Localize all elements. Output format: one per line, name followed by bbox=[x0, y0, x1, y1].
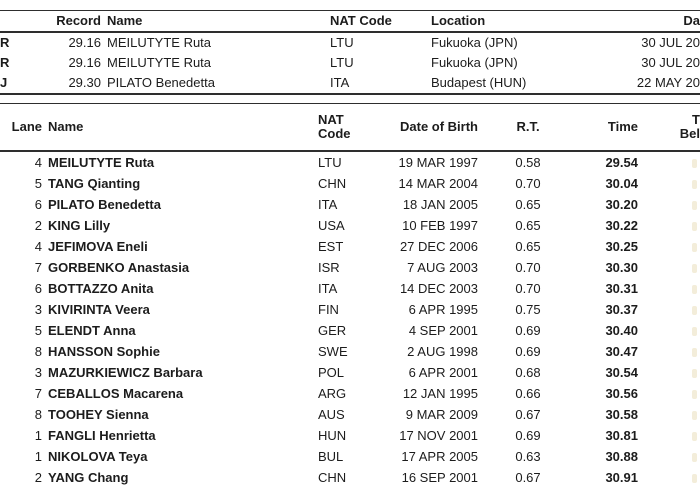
clipped-value-sliver bbox=[692, 159, 697, 168]
swimmer-name: PILATO Benedetta bbox=[48, 197, 161, 212]
date-of-birth: 4 SEP 2001 bbox=[408, 323, 478, 338]
result-row bbox=[0, 152, 700, 173]
reaction-time: 0.67 bbox=[515, 470, 541, 485]
time-behind-cell-clipped bbox=[640, 467, 700, 488]
record-row bbox=[0, 73, 700, 93]
nat-code: SWE bbox=[318, 344, 348, 359]
date-of-birth: 2 AUG 1998 bbox=[407, 344, 478, 359]
record-holder-name: MEILUTYTE Ruta bbox=[107, 55, 212, 70]
results-header-nat-code bbox=[318, 113, 397, 141]
record-type-tag-clipped: J bbox=[0, 75, 8, 90]
swimmer-name: KIVIRINTA Veera bbox=[48, 302, 150, 317]
swimmer-name: TOOHEY Sienna bbox=[48, 407, 149, 422]
nat-code: POL bbox=[318, 365, 345, 380]
clipped-value-sliver bbox=[692, 264, 697, 273]
result-row bbox=[0, 236, 700, 257]
final-time: 30.54 bbox=[605, 365, 638, 380]
record-holder-name: MEILUTYTE Ruta bbox=[107, 35, 212, 50]
results-header-row bbox=[0, 104, 700, 152]
clipped-value-sliver bbox=[692, 474, 697, 483]
record-time: 29.30 bbox=[68, 75, 101, 90]
lane-number: 5 bbox=[34, 323, 42, 338]
nat-code: ITA bbox=[318, 197, 338, 212]
nat-code: ARG bbox=[318, 386, 347, 401]
record-nat-code: LTU bbox=[330, 55, 354, 70]
date-of-birth: 10 FEB 1997 bbox=[402, 218, 478, 233]
lane-number: 7 bbox=[34, 260, 42, 275]
lane-number: 3 bbox=[34, 302, 42, 317]
results-header-behind-line1: T bbox=[692, 112, 700, 127]
reaction-time: 0.69 bbox=[515, 428, 541, 443]
nat-code: GER bbox=[318, 323, 347, 338]
nat-code: HUN bbox=[318, 428, 347, 443]
swimmer-name: CEBALLOS Macarena bbox=[48, 386, 184, 401]
result-row bbox=[0, 320, 700, 341]
records-header-record: Record bbox=[56, 13, 101, 28]
nat-code: CHN bbox=[318, 176, 347, 191]
record-time: 29.16 bbox=[68, 55, 101, 70]
lane-number: 7 bbox=[34, 386, 42, 401]
result-row bbox=[0, 257, 700, 278]
results-header-lane: Lane bbox=[11, 119, 42, 134]
records-header-location: Location bbox=[431, 13, 486, 28]
final-time: 30.56 bbox=[605, 386, 638, 401]
swimmer-name: JEFIMOVA Eneli bbox=[48, 239, 148, 254]
date-of-birth: 19 MAR 1997 bbox=[398, 155, 478, 170]
record-holder-name: PILATO Benedetta bbox=[107, 75, 215, 90]
result-row bbox=[0, 278, 700, 299]
final-time: 30.20 bbox=[605, 197, 638, 212]
reaction-time: 0.70 bbox=[515, 281, 541, 296]
swimmer-name: GORBENKO Anastasia bbox=[48, 260, 190, 275]
nat-code: USA bbox=[318, 218, 345, 233]
date-of-birth: 14 DEC 2003 bbox=[399, 281, 478, 296]
final-time: 30.04 bbox=[605, 176, 638, 191]
clipped-value-sliver bbox=[692, 453, 697, 462]
record-type-tag-clipped: R bbox=[0, 35, 10, 50]
date-of-birth: 12 JAN 1995 bbox=[402, 386, 478, 401]
nat-code: FIN bbox=[318, 302, 339, 317]
time-behind-cell-clipped bbox=[640, 236, 700, 257]
date-of-birth: 7 AUG 2003 bbox=[407, 260, 478, 275]
lane-number: 8 bbox=[34, 344, 42, 359]
result-row bbox=[0, 383, 700, 404]
record-type-tag-clipped: R bbox=[0, 55, 10, 70]
swimmer-name: HANSSON Sophie bbox=[48, 344, 160, 359]
clipped-value-sliver bbox=[692, 243, 697, 252]
reaction-time: 0.75 bbox=[515, 302, 541, 317]
nat-code: ITA bbox=[318, 281, 338, 296]
nat-code: ISR bbox=[318, 260, 340, 275]
lane-number: 8 bbox=[34, 407, 42, 422]
date-of-birth: 9 MAR 2009 bbox=[405, 407, 478, 422]
results-body bbox=[0, 152, 700, 488]
lane-number: 4 bbox=[34, 155, 42, 170]
records-header-name: Name bbox=[107, 13, 143, 28]
final-time: 29.54 bbox=[605, 155, 638, 170]
date-of-birth: 17 APR 2005 bbox=[401, 449, 478, 464]
reaction-time: 0.63 bbox=[515, 449, 541, 464]
clipped-value-sliver bbox=[692, 222, 697, 231]
lane-number: 4 bbox=[34, 239, 42, 254]
clipped-value-sliver bbox=[692, 432, 697, 441]
lane-number: 6 bbox=[34, 197, 42, 212]
records-header-row bbox=[0, 11, 700, 33]
clipped-value-sliver bbox=[692, 369, 697, 378]
reaction-time: 0.69 bbox=[515, 344, 541, 359]
final-time: 30.22 bbox=[605, 218, 638, 233]
time-behind-cell-clipped bbox=[640, 362, 700, 383]
time-behind-cell-clipped bbox=[640, 194, 700, 215]
date-of-birth: 17 NOV 2001 bbox=[399, 428, 478, 443]
final-time: 30.25 bbox=[605, 239, 638, 254]
final-time: 30.58 bbox=[605, 407, 638, 422]
final-time: 30.40 bbox=[605, 323, 638, 338]
heat-results-table bbox=[0, 103, 700, 488]
swimmer-name: ELENDT Anna bbox=[48, 323, 136, 338]
final-time: 30.37 bbox=[605, 302, 638, 317]
nat-code: CHN bbox=[318, 470, 347, 485]
lane-number: 3 bbox=[34, 365, 42, 380]
reaction-time: 0.65 bbox=[515, 239, 541, 254]
result-row bbox=[0, 446, 700, 467]
time-behind-cell-clipped bbox=[640, 446, 700, 467]
date-of-birth: 6 APR 2001 bbox=[408, 365, 478, 380]
swimmer-name: YANG Chang bbox=[48, 470, 129, 485]
reaction-time: 0.70 bbox=[515, 260, 541, 275]
lane-number: 6 bbox=[34, 281, 42, 296]
results-header-name: Name bbox=[48, 119, 84, 134]
final-time: 30.47 bbox=[605, 344, 638, 359]
nat-code: AUS bbox=[318, 407, 345, 422]
lane-number: 5 bbox=[34, 176, 42, 191]
results-header-time: Time bbox=[607, 119, 638, 134]
nat-code: EST bbox=[318, 239, 344, 254]
date-of-birth: 16 SEP 2001 bbox=[401, 470, 478, 485]
reaction-time: 0.68 bbox=[515, 365, 541, 380]
record-row bbox=[0, 53, 700, 73]
lane-number: 1 bbox=[34, 428, 42, 443]
reaction-time: 0.67 bbox=[515, 407, 541, 422]
swimmer-name: MAZURKIEWICZ Barbara bbox=[48, 365, 203, 380]
results-header-reaction-time: R.T. bbox=[516, 119, 540, 134]
time-behind-cell-clipped bbox=[640, 320, 700, 341]
date-of-birth: 27 DEC 2006 bbox=[399, 239, 478, 254]
reaction-time: 0.70 bbox=[515, 176, 541, 191]
records-body bbox=[0, 33, 700, 93]
results-header-nat-line2: Code bbox=[318, 126, 351, 141]
result-row bbox=[0, 341, 700, 362]
records-header-nat-code: NAT Code bbox=[330, 13, 392, 28]
results-header-time-behind-clipped bbox=[640, 113, 700, 141]
swimmer-name: TANG Qianting bbox=[48, 176, 141, 191]
nat-code: BUL bbox=[318, 449, 344, 464]
result-row bbox=[0, 362, 700, 383]
swimmer-name: FANGLI Henrietta bbox=[48, 428, 156, 443]
time-behind-cell-clipped bbox=[640, 404, 700, 425]
reaction-time: 0.65 bbox=[515, 218, 541, 233]
lane-number: 2 bbox=[34, 218, 42, 233]
date-of-birth: 14 MAR 2004 bbox=[398, 176, 478, 191]
record-date-clipped: 30 JUL 20 bbox=[641, 35, 700, 50]
clipped-value-sliver bbox=[692, 327, 697, 336]
records-table bbox=[0, 10, 700, 95]
record-nat-code: ITA bbox=[330, 75, 350, 90]
final-time: 30.91 bbox=[605, 470, 638, 485]
nat-code: LTU bbox=[318, 155, 342, 170]
record-location: Fukuoka (JPN) bbox=[431, 35, 518, 50]
final-time: 30.88 bbox=[605, 449, 638, 464]
time-behind-cell-clipped bbox=[640, 173, 700, 194]
clipped-value-sliver bbox=[692, 411, 697, 420]
results-header-behind-line2: Bel bbox=[679, 126, 700, 141]
reaction-time: 0.65 bbox=[515, 197, 541, 212]
record-date-clipped: 30 JUL 20 bbox=[641, 55, 700, 70]
swimmer-name: MEILUTYTE Ruta bbox=[48, 155, 155, 170]
record-row bbox=[0, 33, 700, 53]
results-header-nat-line1: NAT bbox=[318, 112, 344, 127]
clipped-value-sliver bbox=[692, 180, 697, 189]
date-of-birth: 18 JAN 2005 bbox=[402, 197, 478, 212]
result-row bbox=[0, 467, 700, 488]
swimmer-name: KING Lilly bbox=[48, 218, 111, 233]
clipped-value-sliver bbox=[692, 390, 697, 399]
final-time: 30.81 bbox=[605, 428, 638, 443]
record-location: Fukuoka (JPN) bbox=[431, 55, 518, 70]
result-row bbox=[0, 299, 700, 320]
date-of-birth: 6 APR 1995 bbox=[408, 302, 478, 317]
reaction-time: 0.58 bbox=[515, 155, 541, 170]
time-behind-cell-clipped bbox=[640, 299, 700, 320]
lane-number: 1 bbox=[34, 449, 42, 464]
record-nat-code: LTU bbox=[330, 35, 354, 50]
result-row bbox=[0, 425, 700, 446]
result-row bbox=[0, 404, 700, 425]
time-behind-cell-clipped bbox=[640, 425, 700, 446]
final-time: 30.31 bbox=[605, 281, 638, 296]
lane-number: 2 bbox=[34, 470, 42, 485]
result-row bbox=[0, 173, 700, 194]
swimmer-name: BOTTAZZO Anita bbox=[48, 281, 154, 296]
clipped-value-sliver bbox=[692, 348, 697, 357]
final-time: 30.30 bbox=[605, 260, 638, 275]
time-behind-cell-clipped bbox=[640, 278, 700, 299]
result-row bbox=[0, 215, 700, 236]
clipped-value-sliver bbox=[692, 201, 697, 210]
reaction-time: 0.69 bbox=[515, 323, 541, 338]
records-header-tag-spacer bbox=[0, 11, 10, 31]
records-header-date-clipped: Da bbox=[683, 13, 700, 28]
time-behind-cell-clipped bbox=[640, 257, 700, 278]
record-time: 29.16 bbox=[68, 35, 101, 50]
time-behind-cell-clipped bbox=[640, 341, 700, 362]
clipped-value-sliver bbox=[692, 285, 697, 294]
record-date-clipped: 22 MAY 20 bbox=[636, 75, 700, 90]
result-row bbox=[0, 194, 700, 215]
time-behind-cell-clipped bbox=[640, 215, 700, 236]
record-location: Budapest (HUN) bbox=[431, 75, 527, 90]
results-header-date-of-birth: Date of Birth bbox=[400, 119, 478, 134]
reaction-time: 0.66 bbox=[515, 386, 541, 401]
swimmer-name: NIKOLOVA Teya bbox=[48, 449, 148, 464]
clipped-value-sliver bbox=[692, 306, 697, 315]
time-behind-cell-clipped bbox=[640, 152, 700, 173]
time-behind-cell-clipped bbox=[640, 383, 700, 404]
